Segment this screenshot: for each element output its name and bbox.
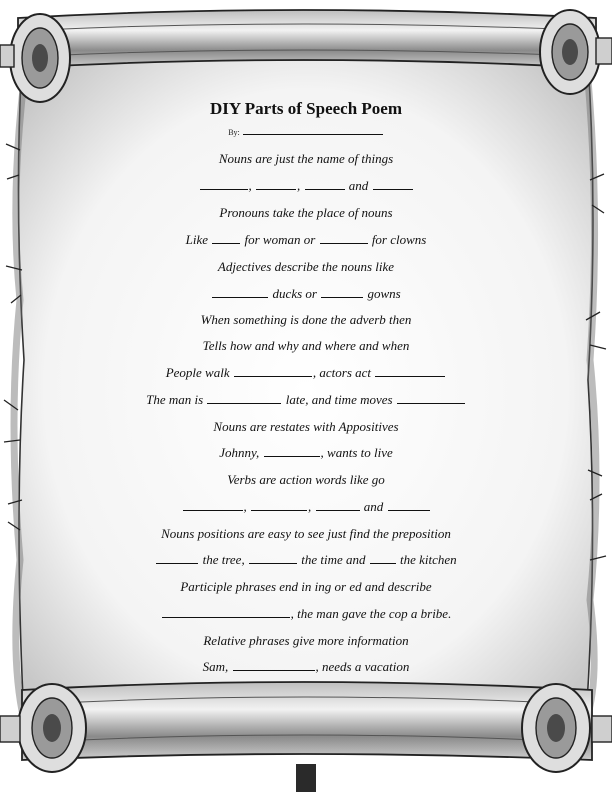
poem-line — [50, 632, 562, 650]
poem-line — [50, 311, 562, 329]
poem-text: the kitchen — [396, 552, 457, 567]
fill-in-blank[interactable] — [370, 551, 396, 564]
fill-in-blank[interactable] — [234, 364, 312, 377]
poem-text: Participle phrases end in ing or ed and describe — [180, 579, 432, 594]
fill-in-blank[interactable] — [305, 177, 345, 190]
poem-text: and — [345, 178, 372, 193]
author-name-blank[interactable] — [243, 125, 383, 135]
fill-in-blank[interactable] — [320, 231, 368, 244]
fill-in-blank[interactable] — [388, 498, 430, 511]
fill-in-blank[interactable] — [256, 177, 296, 190]
poem-text: the time and — [297, 552, 369, 567]
fill-in-blank[interactable] — [207, 391, 281, 404]
poem-text: People walk — [165, 365, 233, 380]
fill-in-blank[interactable] — [264, 444, 320, 457]
poem-text: , — [297, 178, 304, 193]
poem-line — [50, 418, 562, 436]
poem-line — [50, 285, 562, 303]
poem-text: , — [248, 178, 255, 193]
poem-line — [50, 525, 562, 543]
poem-text: , actors act — [312, 365, 375, 380]
poem-line — [50, 364, 562, 382]
poem-text: Pronouns take the place of nouns — [219, 205, 393, 220]
poem-text: , needs a vacation — [315, 659, 410, 674]
poem-line — [50, 231, 562, 249]
poem-text: , — [308, 499, 315, 514]
fill-in-blank[interactable] — [212, 285, 268, 298]
poem-text: and — [360, 499, 387, 514]
fill-in-blank[interactable] — [373, 177, 413, 190]
fill-in-blank[interactable] — [249, 551, 297, 564]
poem-text: Nouns are restates with Appositives — [213, 419, 399, 434]
poem-text: Like — [185, 232, 212, 247]
fill-in-blank[interactable] — [183, 498, 243, 511]
fill-in-blank[interactable] — [397, 391, 465, 404]
poem-text: , wants to live — [320, 445, 393, 460]
poem-line — [50, 177, 562, 195]
fill-in-blank[interactable] — [375, 364, 445, 377]
poem-line — [50, 578, 562, 596]
poem-text: Verbs are action words like go — [227, 472, 385, 487]
poem-text: ducks or — [269, 286, 321, 301]
fill-in-blank[interactable] — [316, 498, 360, 511]
poem-text: Sam, — [202, 659, 232, 674]
fill-in-blank[interactable] — [321, 285, 363, 298]
byline-label: By: — [228, 128, 242, 137]
poem-text: When something is done the adverb then — [200, 312, 412, 327]
poem-worksheet — [90, 0, 522, 792]
poem-text: The man is — [146, 392, 207, 407]
fill-in-blank[interactable] — [212, 231, 240, 244]
poem-line — [50, 471, 562, 489]
page-title: DIY Parts of Speech Poem — [210, 99, 402, 118]
poem-line — [50, 498, 562, 516]
poem-text: Tells how and why and where and when — [202, 338, 410, 353]
poem-text: , — [243, 499, 250, 514]
poem-line — [50, 391, 562, 409]
poem-text: gowns — [364, 286, 401, 301]
fill-in-blank[interactable] — [156, 551, 198, 564]
poem-line — [50, 150, 562, 168]
poem-line — [50, 551, 562, 569]
poem-text: , the man gave the cop a bribe. — [290, 606, 452, 621]
fill-in-blank[interactable] — [200, 177, 248, 190]
poem-line — [50, 444, 562, 462]
poem-text: Nouns positions are easy to see just find the preposition — [161, 526, 451, 541]
fill-in-blank[interactable] — [233, 658, 315, 671]
poem-line — [50, 658, 562, 676]
poem-text: Johnny, — [219, 445, 263, 460]
poem-text: for woman or — [241, 232, 319, 247]
poem-text: Relative phrases give more information — [203, 633, 409, 648]
poem-line — [50, 204, 562, 222]
fill-in-blank[interactable] — [251, 498, 307, 511]
poem-line — [50, 258, 562, 276]
poem-line — [50, 337, 562, 355]
author-byline — [90, 125, 522, 137]
poem-text: Nouns are just the name of things — [218, 151, 394, 166]
poem-text: late, and time moves — [282, 392, 396, 407]
poem-text: Adjectives describe the nouns like — [217, 259, 395, 274]
poem-text: for clowns — [368, 232, 427, 247]
poem-line — [50, 605, 562, 623]
fill-in-blank[interactable] — [162, 605, 290, 618]
poem-text: the tree, — [199, 552, 248, 567]
